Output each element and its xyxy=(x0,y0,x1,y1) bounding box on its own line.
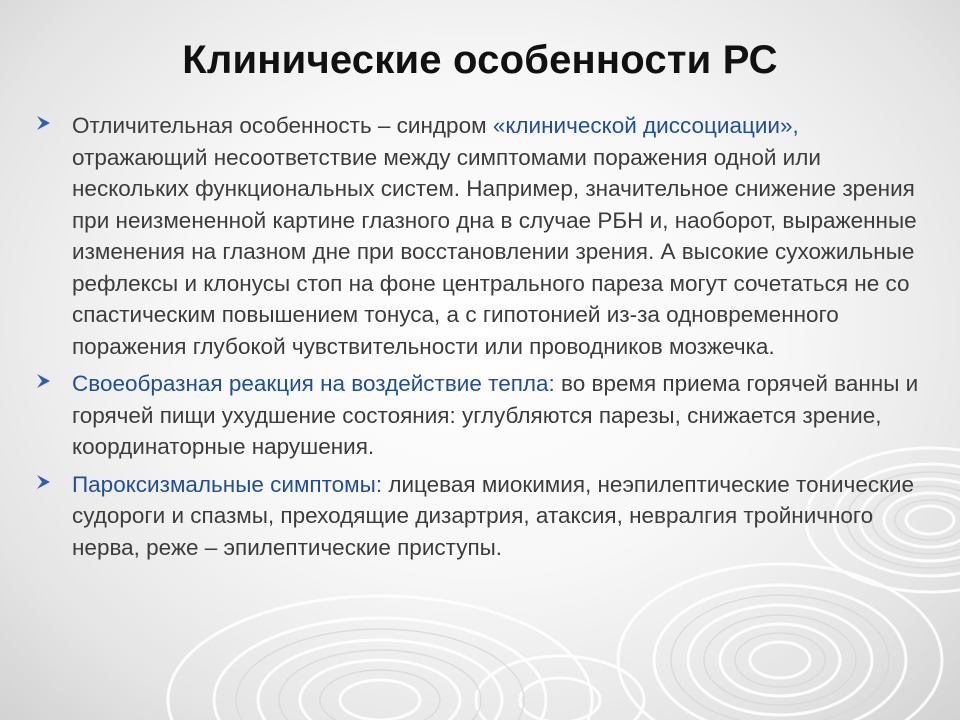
chevron-arrow-icon xyxy=(34,114,54,132)
bullet-item xyxy=(30,469,930,564)
bullet-item xyxy=(30,368,930,463)
bullet-text xyxy=(72,368,930,463)
slide-title: Клинические особенности РС xyxy=(182,38,778,82)
bullet-highlight: Своеобразная реакция на воздействие тепла: xyxy=(72,371,555,396)
bullet-text xyxy=(72,110,930,362)
bullet-highlight: «клинической диссоциации», xyxy=(492,113,799,138)
bullet-text xyxy=(72,469,930,564)
bullet-body-text: отражающий несоответствие между симптомами поражения одной или нескольких функциональных систем. Например, значительное снижение зрения при неизмененной картине глазного дна в случае РБН и, наоборот, выраженные изменения на глазном дне при восстановлении зрения. А высокие сухожильные рефлексы и клонусы стоп на фоне центрального пареза могут сочетаться не со спастическим повышением тонуса, а с гипотонией из-за одновременного поражения глубокой чувствительности или проводников мозжечка. xyxy=(72,144,917,359)
bullet-lead-text: Отличительная особенность – синдром xyxy=(72,113,493,138)
bullet-highlight: Пароксизмальные симптомы: xyxy=(72,471,383,497)
chevron-arrow-icon xyxy=(34,372,54,390)
chevron-arrow-icon xyxy=(34,473,54,491)
bullet-body-text: во время приема горячей ванны и горячей пищи ухудшение состояния: углубляются парезы, снижается зрение, координаторные нарушения. xyxy=(72,371,919,459)
bullet-list xyxy=(30,110,930,569)
bullet-item xyxy=(30,110,930,362)
bullet-body-text: лицевая миокимия, неэпилептические тонические судороги и спазмы, преходящие дизартрия, атаксия, невралгия тройничного нерва, реже – эпилептические приступы. xyxy=(72,471,915,560)
